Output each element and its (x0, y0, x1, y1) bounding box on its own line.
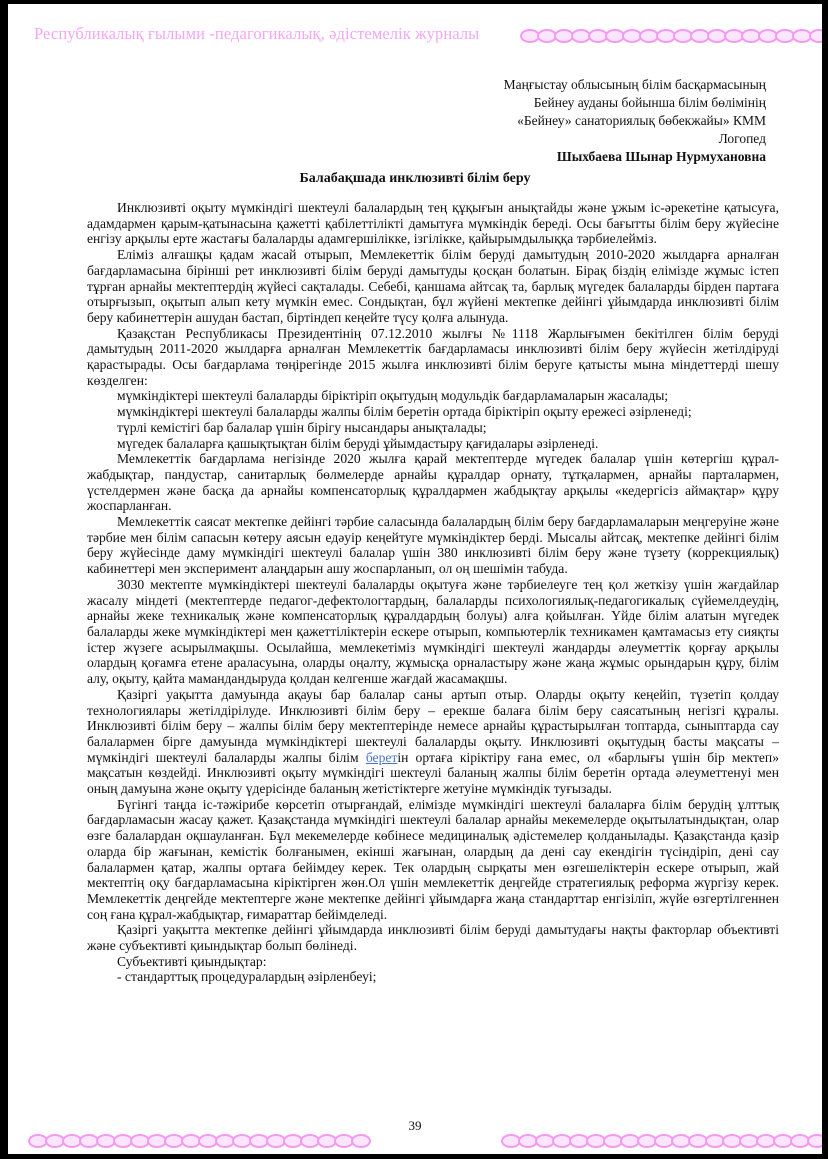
paragraph-text: Қазіргі уақытта дамуында ақауы бар балалар саны артып отыр. Оларды оқыту кеңейіп, түзетіп қолдау технологиялары жетілдірілуде. Инклюзивті білім беру – ерекше балаға білім беру саясатының негізгі құралы. Инклюзивті білім беру – жалпы білім беру мектептерінде немесе арнайы құрастырылған топтарда, сыныптарда сау балалармен бірге дамуында мүмкіндіктері шектеулі балаларды оқыту. Инклюзивті оқытудың басты мақсаты – мүмкіндігі шектеулі балаларды жалпы білім (87, 686, 779, 765)
list-item: мүмкіндіктері шектеулі балаларды жалпы білім беретін ортада біріктіріп оқыту ережесі әзірленеді; (117, 404, 692, 420)
beret-link[interactable]: берет (365, 749, 398, 765)
article-body (87, 200, 779, 985)
article-title: Балабақшада инклюзивті білім беру (299, 171, 531, 186)
paragraph: Субъективті қиындықтар: (117, 953, 267, 969)
paragraph-text: ін ортаға кіріктіру ғана емес, ол «барлығы үшін бір мектеп» мақсатын көздейді. Инклюзивті оқыту мүмкіндігі шектеулі баланың жалпы білім беретін ортада әлеуметтенуі мен оның дамуына және оқыту үдерісінде баланың жетістіктерге жетуіне мүмкіндік туғызады. (87, 749, 779, 797)
paragraph: Қазақстан Республикасы Президентінің 07.12.2010 жылғы №1118 Жарлығымен бекітілген білім беруді дамытудың 2011-2020 жылдарға арналған Мемлекеттік бағдарламасы инклюзивті білім беру жүйесін жетілдіруді қарастырады. Осы бағдарлама төңірегінде 2015 жылға инклюзивті білім беруге қатысты мына міндеттерді шешу көзделген: (87, 325, 779, 388)
list-item: түрлі кемістігі бар балалар үшін бірігу нысандары анықталады; (117, 419, 487, 435)
paragraph: Бүгінгі таңда іс-тәжірибе көрсетіп отырғандай, елімізде мүмкіндігі шектеулі балаларға білім берудің ұлттық бағдарламасын жасау қажет. Қазақстанда мүмкіндігі шектеулі балалар арнайы мекемелерде оқытылатындықтан, олар өзге балалардан оқшауланған. Бұл мекемелерде көбінесе медициналық әдістемелер қолданылады. Қазақстанда қазір оларда бір жағынан, кемістік болғанымен, екінші жағынан, олардың да дені сау екендігін түсіндіріп, дені сау балалармен қатар, жалпы ортаға бейімдеу керек. Тек олардың сырқаты мен өзгешеліктерін ескере отырып, жай мектептің оқу бағдарламасына кіріктірген жөн.Ол үшін мемлекеттік деңгейде стратегиялық реформа жүргізу керек. Мемлекеттік деңгейде мектептерге және мектепке дейінгі ұйымдарға жаңа стандарттар енгізіліп, жүйе өзгертілгеннен соң ғана құрал-жабдықтар, ғимараттар бейімделеді. (87, 796, 779, 922)
paragraph: Еліміз алғашқы қадам жасай отырып, Мемлекеттік білім беруді дамытудың 2010-2020 жылдарға арналған бағдарламасына бірінші рет инклюзивті білім беруді дамытуды қосқан болатын. Бірақ біздің елімізде жұмыс істеп тұрған арнайы мектептердің жүйесі сақталады. Себебі, қаншама айтсақ та, барлық мүгедек балаларды бірден партаға отырғызып, оқытып алып кету мүмкін емес. Сондықтан, бұл жүйені мектепке дейінгі ұйымдарда инклюзивті білім беру кабинеттерін ашудан бастап, біртіндеп кеңейте түсу қолға алынуда. (87, 247, 779, 325)
paragraph: Қазіргі уақытта мектепке дейінгі ұйымдарда инклюзивті білім беруді дамытудағы нақты факторлар объективті және субъективті қиындықтар болып бөлінеді. (87, 922, 779, 954)
journal-page (8, 4, 822, 1154)
journal-title: Республикалық ғылыми -педагогикалық, әдістемелік журналы (34, 24, 480, 43)
paragraph: Инклюзивті оқыту мүмкіндігі шектеулі балалардың тең құқығын анықтайды және ұжым іс-әрекетіне қатысуға, адамдармен қарым-қатынасына қажетті қабілеттілікті дамытуға мүмкіндік береді. Осы бағытты білім беру жүйесіне енгізу арқылы ерте жастағы балаларды адамгершілікке, ізгілікке, қайырымдылыққа тәрбиелейміз. (87, 200, 779, 247)
page-number: 39 (408, 1118, 422, 1133)
footer-ornament-left (28, 1132, 368, 1150)
author-affiliation (504, 76, 766, 166)
affiliation-line-3: «Бейнеу» санаториялық бөбекжайы» КММ (517, 113, 766, 128)
footer-ornament-right (501, 1132, 822, 1150)
header-ornament (520, 27, 822, 45)
list-item: мүмкіндіктері шектеулі балаларды біріктіріп оқытудың модульдік бағдарламаларын жасалады; (117, 388, 669, 404)
author-position: Логопед (718, 131, 766, 146)
paragraph: - стандарттық процедуралардың әзірленбеуі; (117, 969, 377, 985)
paragraph: Мемлекеттік бағдарлама негізінде 2020 жылға қарай мектептерде мүгедек балалар үшін көтергіш құрал-жабдықтар, пандустар, санитарлық бөлмелерде арнайы құралдар орнату, тұтқалармен, арнайы парталармен, үстелдермен және басқа да арнайы компенсаторлық құралдармен жабдықтау арқылы «кедергісіз аймақтар» құру жоспарланған. (87, 451, 779, 514)
ornament-link (807, 1134, 822, 1148)
paragraph: 3030 мектепте мүмкіндіктері шектеулі балаларды оқытуға және тәрбиелеуге тең қол жеткізу үшін жағдайлар жасалу міндеті (мектептерде педагог-дефектологтардың, балаларды психологиялық-педагогикалық сүйемелдеудің, арнайы жеке техникалық және компенсаторлық құралдардың болуы) алға қойылған. Үйде білім алатын мүгедек балаларды жеке мүмкіндіктері мен қажеттіліктерін ескере отырып, компьютерлік техникамен қамтамасыз ету сияқты істер жүзеге асырылмақшы. Осылайша, мемлекетіміз мүмкіндігі шектеулі жандарды әлеуметтік қорғау арқылы олардың қоғамға етене араласуына, оларды оңалту, жұмысқа орналастыру және жаңа жұмыс орындарын құру, білім алу, оқыту, қайта мамандандыруда қолдан келгенше жағдай жасамақшы. (87, 576, 779, 687)
affiliation-line-1: Маңғыстау облысының білім басқармасының (503, 77, 766, 92)
author-name: Шыхбаева Шынар Нурмухановна (556, 149, 766, 164)
ornament-link (351, 1134, 371, 1148)
list-item: мүгедек балаларға қашықтықтан білім беруді ұйымдастыру қағидалары әзірленеді. (117, 435, 599, 451)
paragraph: Мемлекеттік саясат мектепке дейінгі тәрбие саласында балалардың білім беру бағдарламаларын меңгеруіне және тәрбие мен білім сапасын көтеру аясын едәуір кеңейтуге мүмкіндіктер берді. Мысалы айтсақ, мектепке дейінгі білім беру жүйесінде даму мүмкіндігі шектеулі балалар үшін 380 инклюзивті білім беру және түзету (коррекциялық) кабинеттері мен эксперимент алаңдарын ашу жоспарланып, ол оң шешімін табуда. (87, 514, 779, 577)
ornament-link (809, 29, 822, 43)
paragraph (87, 687, 779, 797)
affiliation-line-2: Бейнеу ауданы бойынша білім бөлімінің (533, 95, 766, 110)
